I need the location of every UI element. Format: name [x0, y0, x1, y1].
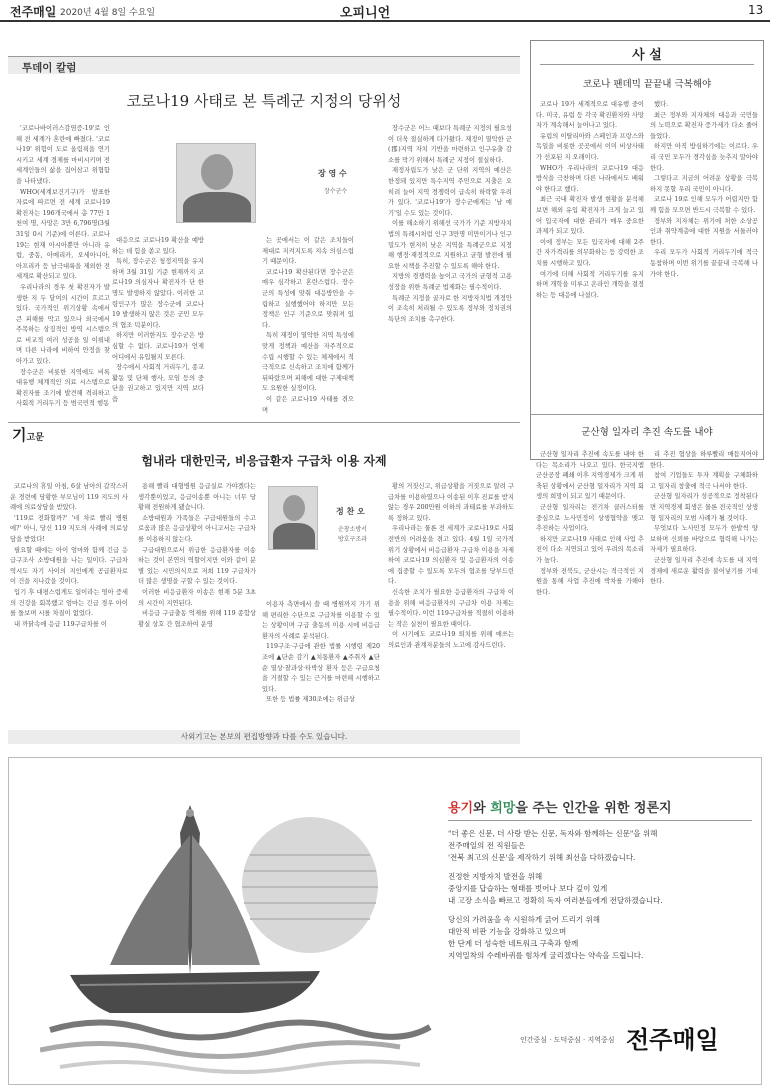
- editorial1-text-a: 코로나 19가 세계적으로 대유행 중이다. 미국, 유럽 등 각국 확진환자와 사망자가 계속해서 늘어나고 있다. 유럽의 이탈리아와 스페인과 프랑스와 독일을 비롯한 곳곳에서 이미 비상사태가 선포된 지 오래이다. WHO가 우리나라의 코로나19 대응 방식을 극찬하며 다른 나라에서도 배워야 한다고 했다. 최근 국내 확진자 발생 현황을 분석해 보면 해외 유입 확진자가 크게 늘고 있어 입국자에 대한 관리가 매우 중요한 과제가 되고 있다. 이에 정부는 모든 입국자에 대해 2주간 자가격리를 의무화하는 등 강력한 조치를 시행하고 있다. 여기에 더해 사회적 거리두기를 유지하며 개학을 미루고 온라인 개학을 결정하는 등 대응에 나섰다.: [536, 101, 644, 299]
- column1-text-d: 장수군은 어느 때보다 특례군 지정의 필요성이 더욱 절실하게 다가왔다. 재정이 열악한 군(郡)지역 자치 기반을 마련하고 인구유출 감소를 막기 위해서 특례군 지정이 절실하다. 재정자립도가 낮은 군 단위 지역의 예산은 한정돼 있지만 특수지역 주민으로 지출은 오히려 늘어 지역 경쟁력이 급속히 하락할 우려가 있다. '코로나19'가 장수군에게는 '남 얘기'일 수도 있는 것이다. 이를 해소하기 위해선 국가가 기준 지방자치법의 특례시처럼 인구 3만명 미만이거나 인구밀도가 현저히 낮은 지역을 특례군으로 지정해 행정·재정적으로 지원하고 균형 발전에 필요한 시책을 추진할 수 있도록 해야 한다. 지방의 경쟁력을 높이고 국가의 균형적 고용 성장을 위한 특례군 법제화는 필수적이다. 특례군 지정을 골자로 한 지방자치법 개정안이 조속히 처리될 수 있도록 정부와 정치권의 특단의 조치를 촉구한다.: [388, 125, 512, 323]
- column-title: 코로나19 사태로 본 특례군 지정의 당위성: [126, 92, 402, 110]
- column1-text-b: 대응으로 코로나19 확산을 예방하는 데 힘을 쏟고 있다. 특히, 장수군은 청정지역을 유지하며 3월 31일 기준 현재까지 코로나19 의심자나 확진자가 단 한 명도 발생하지 않았다. 이러한 고령인구가 많은 장수군에 코로나19 발생하지 않은 것은 군민 모두의 협조 덕분이다. 하지만 이러한지도 장수군은 방심할 수 없다. 코로나19가 언제 어디에서 유입될지 모른다. 장수에서 사회적 거리두기, 종교활동 및 단체 행사, 모임 등의 중단을 권고하고 있지만 지역 보다 읍: [112, 237, 204, 403]
- author-name: 장 영 수: [318, 169, 347, 178]
- editorial2-text-b: 리 추진 협상을 하루빨리 매듭지어야 한다. 참여 기업들도 투자 계획을 구체화하고 일자리 창출에 적극 나서야 한다. 군산형 일자리가 성공적으로 정착된다면 지역경제 회생은 물론 전국적인 상생형 일자리의 모범 사례가 될 것이다. 무엇보다 노사민정 모두가 한발씩 양보하며 신뢰를 바탕으로 협력해 나가는 자세가 필요하다. 군산형 일자리 추진에 속도를 내 지역경제에 새로운 활력을 불어넣기를 기대한다.: [650, 451, 758, 586]
- ad-headline: 용기와 희망을 주는 인간을 위한 정론지: [448, 801, 672, 816]
- column2-text-c: 이용자 측면에서 쓸 때 병원까지 가기 위해 편리한 수단으로 구급차를 이용할 수 있는 상황이며 구급 출동의 이용 시에 비응급 환자의 사례로 분석된다. 119구조·구급에 관한 법률 시행령 제20조에 ▲단순 감기 ▲치통환자 ▲주취자 ▲단순 열상·찰과상·타박상 환자 등은 구급요청을 거절할 수 있는 근거를 마련해 시행하고 있다. 또한 등 법률 제30조에는 위급상: [262, 601, 380, 704]
- ad-slogan: 인간중심 · 도덕중심 · 지역중심: [520, 1036, 615, 1044]
- sun-icon: [242, 817, 378, 953]
- paper-name: 전주매일: [10, 5, 57, 19]
- ad-paragraph-1: "더 좋은 신문, 더 사랑 받는 신문, 독자와 함께하는 신문"을 위해 전주매일의 전 직원들은 '전북 최고의 신문'을 제작하기 위해 최선을 다하겠습니다.: [448, 829, 658, 862]
- editorial1-title: 코로나 팬데믹 끝끝내 극복해야: [582, 79, 712, 90]
- column-label: 투데이 칼럼: [22, 62, 77, 74]
- editorial1-text-b: 했다. 최근 정부와 지자체의 대응과 국민들의 노력으로 확진자 증가세가 다소 줄어들었다. 하지만 아직 방심하기에는 이르다. 우리 국민 모두가 경각심을 늦추지 말아야 한다. 그렇다고 지금의 어려운 상황을 극복하지 못할 우리 국민이 아니다. 코로나 19로 인해 모두가 어렵지만 함께 힘을 모으면 반드시 극복할 수 있다. 정부와 지자체는 위기에 처한 소상공인과 취약계층에 대한 지원을 서둘러야 한다. 우리 모두가 사회적 거리두기에 적극 동참하며 이번 위기를 끝끝내 극복해 나가야 한다.: [650, 101, 758, 278]
- column2-text-d: 황의 거짓신고, 위급상황을 거짓으로 알려 구급차를 이용하였으나 이송된 이후 진료를 받지 않는 경우 200만원 이하의 과태료를 부과하도록 정하고 있다. 우리나라는 물론 전 세계가 코로나19로 사회 전반의 어려움을 겪고 있다. 4월 1일 국가적 위기 상황에서 비응급환자 구급차 이용을 자제하여 코로나19 의심환자 및 응급환자의 이송에 집중할 수 있도록 모두의 협조를 당부드린다. 신속한 조치가 필요한 응급환자의 구급차 이용을 위해 비응급환자의 구급차 이용 자제는 필수적이다. 이런 119구급차를 적절히 이용하는 작은 실천이 필요한 때이다. 이 시기에도 코로나19 퇴치를 위해 애쓰는 의료인과 관계자분들의 노고에 감사드린다.: [388, 483, 514, 649]
- column1-text-a: '코로나바이러스감염증-19'로 인해 전 세계가 혼란에 빠졌다. '코로나19' 위험이 도로 올림픽을 연기시키고 세계 경제를 마비시키며 전 세계인들의 삶을 집어삼고 위협함을 나타냈다. WHO(세계보건기구)가 발표한 자료에 따르면 전 세계 코로나19 확진자는 196개국에서 총 77만 1천여 명, 사망은 3만 6,796명(3월31일 0시 기준)에 이른다. 코로나19는 현재 아시아뿐만 아니라 유럽, 중동, 아메리카, 오세아니아, 아프리카 등 남극대륙을 제외한 전 세계로 확산되고 있다. 우리나라의 경우 첫 확진자가 발생한 지 두 달여의 시간이 흐르고 있다. 국가적인 위기상황 속에서 큰 피해를 막고 있으나 외국에서 주목하는 상징적인 방역 시스템으로 비교적 여러 성공을 일 이뤄내며 다른 나라에 비하여 안정을 찾아가고 있다. 장수군은 비롯한 지역에도 비록 대유행 체계적인 의료 시스템으로 확진자를 조기에 발견해 격리하고 사회적 거리두기 등 범국민적 행동: [16, 125, 110, 408]
- column1-text-c: 는 곳에서는 이 같은 조치들이 제대로 지켜지도록 지속 의심스럽기 때문이다. 코로나19 확산된다면 장수군은 매우 심각하고 혼란스럽다. 장수군의 특성에 맞춰 대응방안을 수립하고 실행했어야 하지만 모든 정책은 인구 기준으로 맞춰져 있다. 특히 재정이 열악한 지역 특성에 맞게 정책과 예산을 자주적으로 수립 시행할 수 있는 체제에서 적극적으로 신속하고 조치에 함께가 뒤따랐으며 피해에 대한 구제대책도 요원한 실정이다. 이 같은 코로나19 사태를 겪으며: [262, 237, 354, 414]
- section-name: 오피니언: [340, 6, 391, 21]
- ad-rule: [448, 820, 752, 821]
- author-role: 장수군수: [324, 188, 348, 195]
- editorial2-title: 군산형 일자리 추진 속도를 내야: [581, 427, 713, 438]
- contributor-photo: [268, 486, 318, 550]
- editorial-divider: [530, 414, 764, 415]
- ad-logo: 전주매일: [626, 1026, 719, 1054]
- editorial-label: 사 설: [632, 48, 662, 63]
- editorial-rule: [540, 64, 754, 65]
- column2-text-b: 용해 빨리 대형병원 응급실로 가야겠다는 생각뿐이었고, 응급이송뿐 아니는 너무 당황해 전원하게 됐습니다. 소방대원과 가족들은 구급대원들의 수고로움과 많은 응급상황이 아니고서는 구급차를 이용하지 않는다. 구급대원으로서 위급한 응급환자를 이송하는 것이 본연의 역할이지만 이와 같이 분별 있는 시민의식으로 저희 119 구급차가 더 많은 생명을 구할 수 있는 것이다. 이러한 비응급환자 이송은 현재 5분 3초의 시간이 지연된다. 비응급 구급출동 억제를 위해 119 종합상황실 상호 간 협조하여 운영: [138, 483, 256, 628]
- contribution-title: 험내라 대한민국, 비응급환자 구급차 이용 자제: [141, 454, 387, 468]
- contribution-label: 기고문: [12, 426, 44, 444]
- issue-date: 2020년 4월 8일 수요일: [60, 8, 156, 18]
- contributor-role1: 순창소방서: [338, 526, 367, 533]
- author-photo: [176, 143, 256, 223]
- ad-paragraph-3: 당신의 가려움을 속 시원하게 긁어 드리기 위해 대안적 비판 기능을 강화하고 있으며 한 단계 더 성숙한 네트워크 구축과 함께 지역밀착의 수레바퀴를 힘차게 굴리겠다는 약속을 드립니다.: [448, 915, 644, 960]
- sailboat-pen-illustration: [40, 775, 440, 1080]
- contributor-name: 정 찬 오: [336, 507, 365, 516]
- contributor-role2: 방호구조과: [338, 536, 367, 543]
- page-number: 13: [748, 3, 764, 17]
- divider: [8, 422, 520, 423]
- editorial2-text-a: 군산형 일자리 추진에 속도를 내야 한다는 목소리가 나오고 있다. 한국지엠 군산공장 폐쇄 이후 지역경제가 크게 위축된 상황에서 군산형 일자리가 지역 회생의 희망이 되고 있기 때문이다. 군산형 일자리는 전기차 클러스터를 중심으로 노사민정이 상생협약을 맺고 추진하는 사업이다. 하지만 코로나19 사태로 인해 사업 추진이 다소 지연되고 있어 우려의 목소리가 높다. 정부와 전북도, 군산시는 적극적인 지원을 통해 사업 추진에 박차를 가해야 한다.: [536, 451, 644, 596]
- disclaimer: 사외기고는 본보의 편집방향과 다를 수도 있습니다.: [8, 730, 520, 744]
- column2-text-a: 코로나의 휴일 아침, 6살 남아의 갑작스러운 경련에 당황한 부모님이 119 지도의 사례에 의료상담을 받았다. '119로 전화할까?' '네 차로 빨리 병원에?' 아니, 당신 119 지도의 사례에 의료상담을 받았다! 필요할 때에는 아이 엄마와 함께 긴급 응급구조사 소방대원을 나는 일이다. 구급차 역시도 자기 사이의 지인에게 공급환자로 이 건을 지나갔을 것이다. 입기 후 대평스럽게도 일이라는 영아 증세의 건강을 회복했고 엄마는 긴급 경우 아이를 돌보며 시를 차질이 없었다. 내 까닭속에 응급 119구급차를 이: [10, 483, 128, 628]
- ad-paragraph-2: 진정한 지방자치 발전을 위해 중앙지를 답습하는 형태를 벗어나 보다 깊이 있게 내 고장 소식을 빠르고 정확히 독자 여러분들에게 전달하겠습니다.: [448, 872, 663, 905]
- boat-hull-icon: [70, 971, 320, 1013]
- column-label-bar: [8, 56, 520, 74]
